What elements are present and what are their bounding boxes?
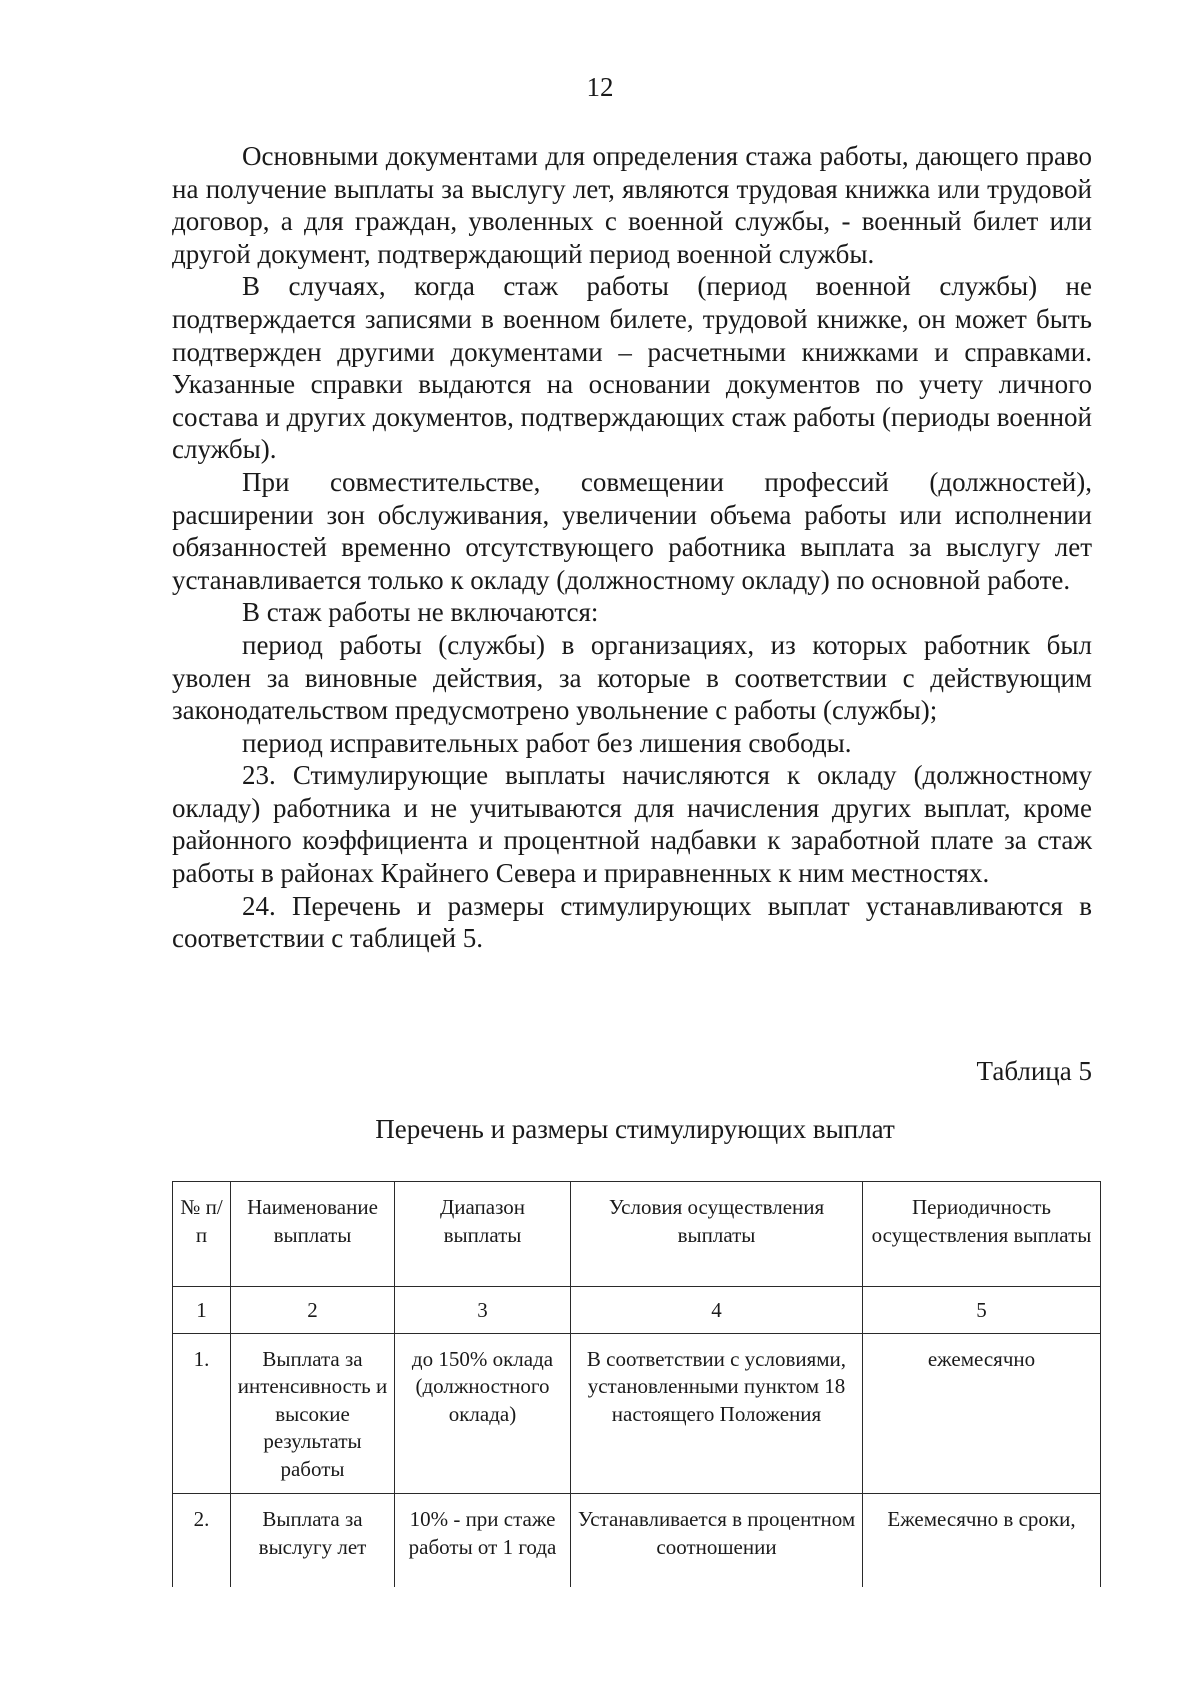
paragraph-exclusions-heading: В стаж работы не включаются:	[242, 597, 599, 628]
table-cell-name: Выплата за интенсивность и высокие результаты работы	[231, 1333, 395, 1494]
table-cell-periodicity: ежемесячно	[863, 1333, 1101, 1494]
table-row	[173, 1494, 1101, 1588]
table-cell-range: до 150% оклада (должностного оклада)	[395, 1333, 571, 1494]
table-cell-number: 1.	[173, 1333, 231, 1494]
column-number-row	[173, 1287, 1101, 1334]
column-number-cell: 3	[395, 1287, 571, 1334]
body-text	[172, 140, 1092, 955]
column-number-cell: 1	[173, 1287, 231, 1334]
table-cell-conditions: Устанавливается в процентном соотношении	[571, 1494, 863, 1588]
header-cell-periodicity: Периодичность осуществления выплаты	[863, 1182, 1101, 1287]
page-number: 12	[586, 72, 614, 102]
header-cell-name: Наименование выплаты	[231, 1182, 395, 1287]
paragraph-exclusion-dismissal: период работы (службы) в организациях, из которых работник был уволен за виновные действия, за которые в соответствии с действующим законодательством предусмотрено увольнение с работы (службы);	[172, 629, 1092, 726]
paragraph-confirmation: В случаях, когда стаж работы (период военной службы) не подтверждается записями в военном билете, трудовой книжке, он может быть подтвержден другими документами – расчетными книжками и справками. Указанные справки выдаются на основании документов по учету личного состава и других документов, подтверждающих стаж работы (периоды военной службы).	[172, 271, 1092, 465]
table-cell-name: Выплата за выслугу лет	[231, 1494, 395, 1588]
header-cell-number: № п/п	[173, 1182, 231, 1287]
table-label: Таблица 5	[976, 1056, 1092, 1086]
column-number-cell: 5	[863, 1287, 1101, 1334]
table-cell-number: 2.	[173, 1494, 231, 1588]
paragraph-documents: Основными документами для определения стажа работы, дающего право на получение выплаты за выслугу лет, являются трудовая книжка или трудовой договор, а для граждан, уволенных с военной службы, - военный билет или другой документ, подтверждающий период военной службы.	[172, 141, 1092, 269]
table-cell-range: 10% - при стаже работы от 1 года	[395, 1494, 571, 1588]
table-title: Перечень и размеры стимулирующих выплат	[375, 1114, 895, 1144]
table-cell-conditions: В соответствии с условиями, установленными пунктом 18 настоящего Положения	[571, 1333, 863, 1494]
table-header-row	[173, 1182, 1101, 1287]
paragraph-item-23: 23. Стимулирующие выплаты начисляются к окладу (должностному окладу) работника и не учитываются для начисления других выплат, кроме районного коэффициента и процентной надбавки к заработной плате за стаж работы в районах Крайнего Севера и приравненных к ним местностях.	[172, 760, 1092, 889]
paragraph-combination: При совместительстве, совмещении профессий (должностей), расширении зон обслуживания, увеличении объема работы или исполнении обязанностей временно отсутствующего работника выплата за выслугу лет устанавливается только к окладу (должностному окладу) по основной работе.	[172, 466, 1092, 595]
incentive-payments-table	[172, 1181, 1101, 1587]
column-number-cell: 4	[571, 1287, 863, 1334]
table-cell-periodicity: Ежемесячно в сроки,	[863, 1494, 1101, 1588]
header-cell-range: Диапазон выплаты	[395, 1182, 571, 1287]
paragraph-exclusion-correctional: период исправительных работ без лишения свободы.	[242, 727, 852, 758]
header-cell-conditions: Условия осуществления выплаты	[571, 1182, 863, 1287]
table-row	[173, 1333, 1101, 1494]
paragraph-item-24: 24. Перечень и размеры стимулирующих выплат устанавливаются в соответствии с таблицей 5.	[172, 890, 1092, 954]
column-number-cell: 2	[231, 1287, 395, 1334]
